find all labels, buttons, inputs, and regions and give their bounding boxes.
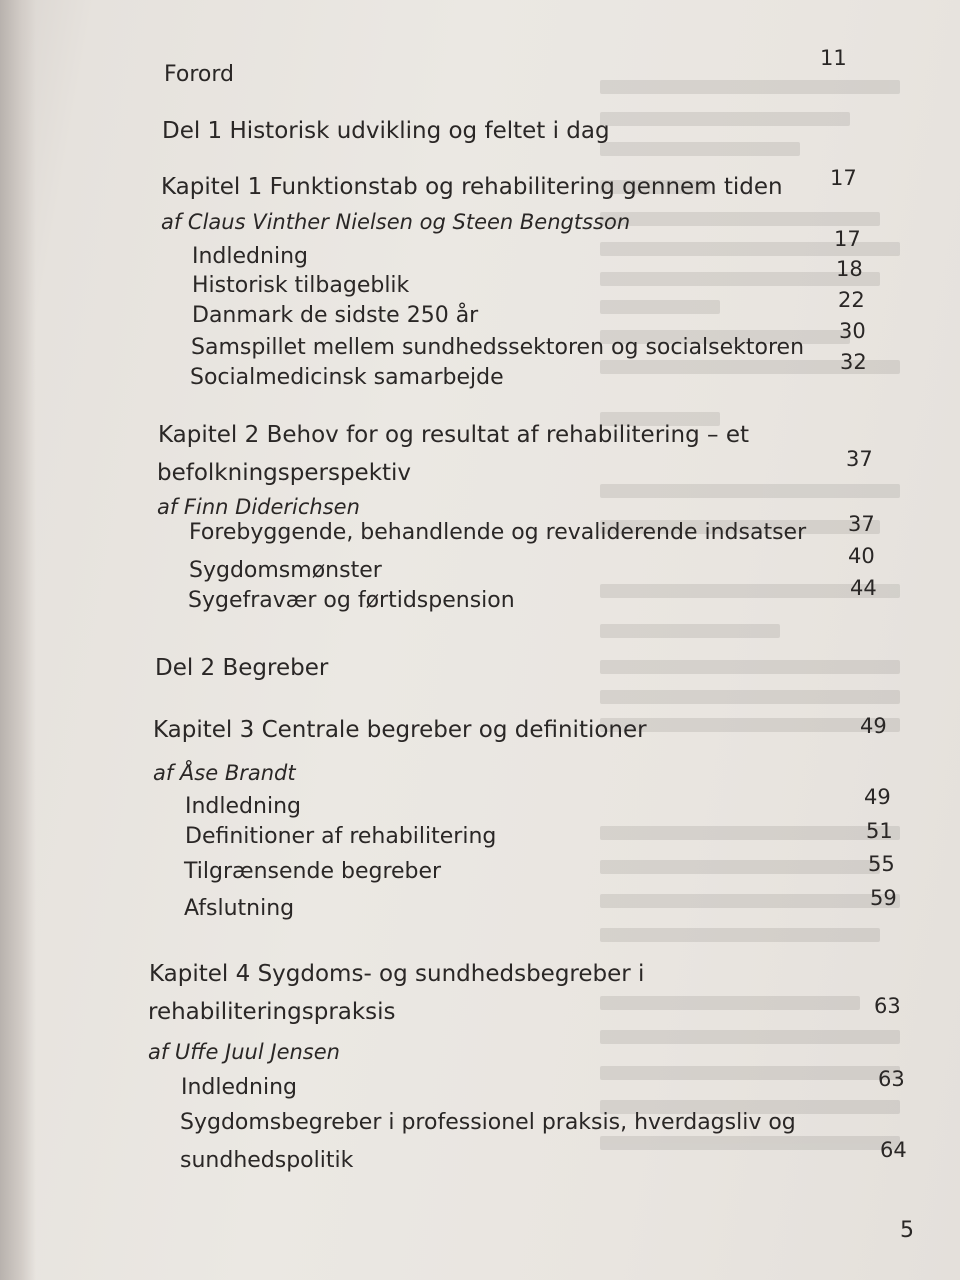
toc-ch4-section-page: 63 <box>878 1067 905 1091</box>
toc-ch2-title-line1: Kapitel 2 Behov for og resultat af rehabilitering – et <box>158 422 750 448</box>
toc-ch1-section-page: 18 <box>836 257 863 281</box>
toc-ch2-section-page: 44 <box>850 576 877 600</box>
toc-ch3-section-page: 49 <box>864 785 891 809</box>
toc-ch1-section: Danmark de sidste 250 år <box>192 303 479 328</box>
toc-ch1-page: 17 <box>830 166 857 190</box>
toc-ch1-section: Socialmedicinsk samarbejde <box>190 365 504 390</box>
toc-ch4-section: Indledning <box>181 1075 297 1100</box>
toc-ch1-title: Kapitel 1 Funktionstab og rehabilitering gennem tiden <box>161 174 783 200</box>
toc-ch2-section: Forebyggende, behandlende og revaliderende indsatser <box>189 520 807 545</box>
toc-ch3-section: Tilgrænsende begreber <box>184 859 442 884</box>
toc-ch2-section: Sygefravær og førtidspension <box>188 588 515 613</box>
toc-ch1-section-page: 30 <box>839 319 866 343</box>
toc-ch1-section-page: 32 <box>840 350 867 374</box>
toc-ch2-section-page: 37 <box>848 512 875 536</box>
toc-ch3-section: Indledning <box>185 794 301 819</box>
toc-ch3-section-page: 51 <box>866 819 893 843</box>
toc-ch2-author: af Finn Diderichsen <box>157 495 360 519</box>
toc-ch1-section-page: 17 <box>834 227 861 251</box>
toc-ch1-author: af Claus Vinther Nielsen og Steen Bengtsson <box>161 210 631 234</box>
toc-ch3-section: Definitioner af rehabilitering <box>185 824 497 849</box>
book-spine-shadow <box>0 0 36 1280</box>
toc-ch3-author: af Åse Brandt <box>153 761 296 785</box>
toc-ch3-section-page: 55 <box>868 852 895 876</box>
toc-ch1-section-page: 22 <box>838 288 865 312</box>
toc-ch4-section-line2: sundhedspolitik <box>180 1148 354 1173</box>
toc-ch4-author: af Uffe Juul Jensen <box>148 1040 340 1064</box>
toc-ch4-page: 63 <box>874 994 901 1018</box>
toc-ch2-section-page: 40 <box>848 544 875 568</box>
toc-part2-title: Del 2 Begreber <box>155 655 329 681</box>
toc-ch1-section: Indledning <box>192 244 308 269</box>
toc-ch1-section: Historisk tilbageblik <box>192 273 410 298</box>
toc-ch3-section-page: 59 <box>870 886 897 910</box>
toc-ch1-section: Samspillet mellem sundhedssektoren og socialsektoren <box>191 335 805 360</box>
toc-ch4-title-line1: Kapitel 4 Sygdoms- og sundhedsbegreber i <box>149 961 645 987</box>
toc-ch3-page: 49 <box>860 714 887 738</box>
toc-ch3-section: Afslutning <box>184 896 295 921</box>
toc-ch2-page: 37 <box>846 447 873 471</box>
toc-ch4-section-page: 64 <box>880 1138 907 1162</box>
page-number: 5 <box>900 1218 914 1243</box>
toc-foreword-title: Forord <box>164 62 234 87</box>
toc-ch4-title-line2: rehabiliteringspraksis <box>148 999 396 1025</box>
toc-ch3-title: Kapitel 3 Centrale begreber og definitioner <box>153 717 647 743</box>
toc-ch4-section-line1: Sygdomsbegreber i professionel praksis, hverdagsliv og <box>180 1110 796 1135</box>
toc-ch2-title-line2: befolkningsperspektiv <box>157 460 412 486</box>
toc-ch2-section: Sygdomsmønster <box>189 558 382 583</box>
toc-foreword-page: 11 <box>820 46 847 70</box>
toc-part1-title: Del 1 Historisk udvikling og feltet i dag <box>162 118 610 144</box>
